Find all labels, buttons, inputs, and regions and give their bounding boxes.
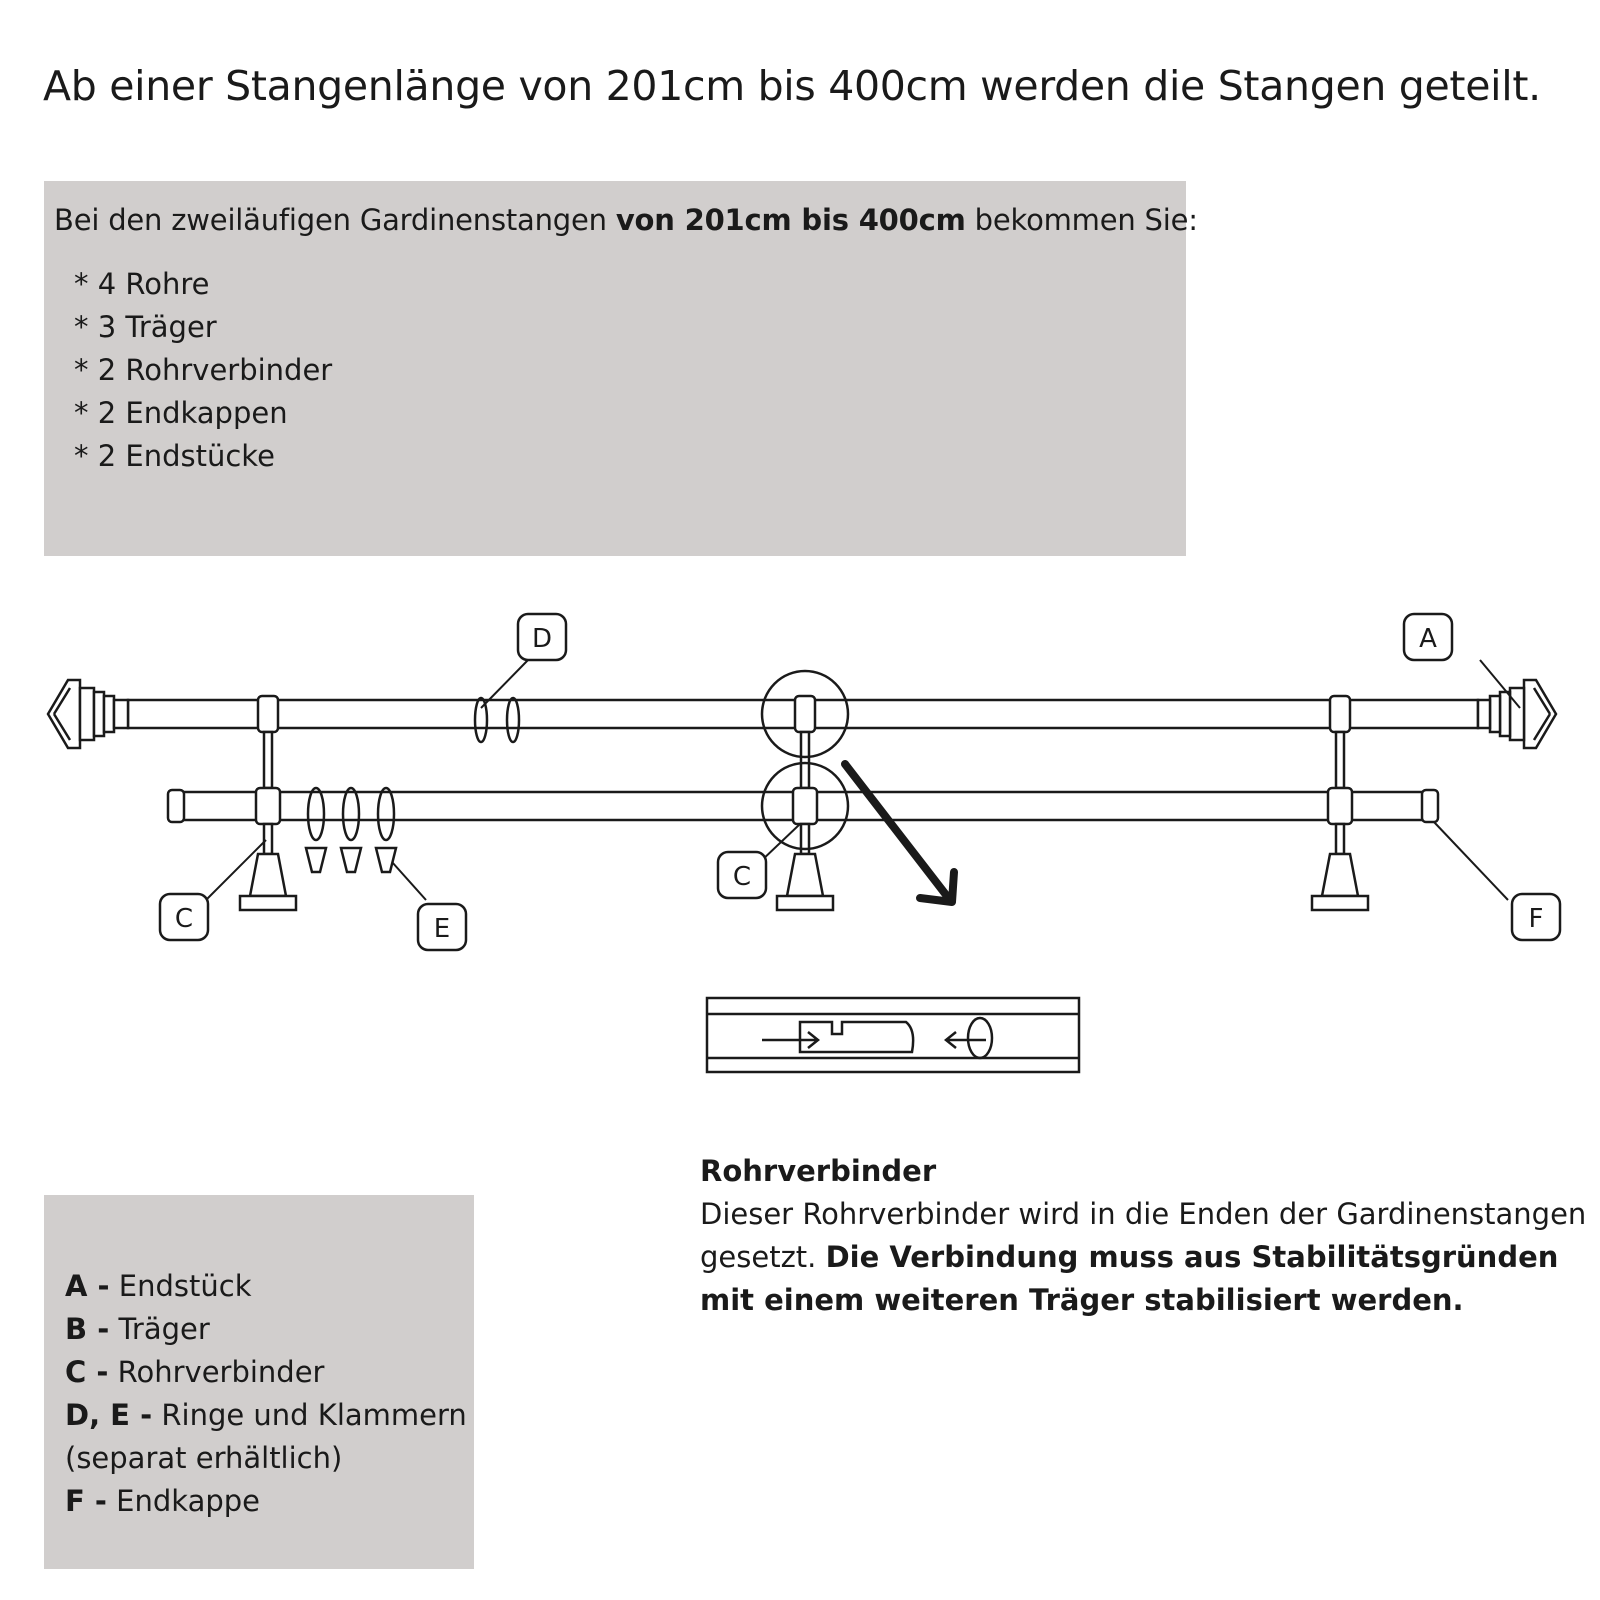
label-D (518, 614, 566, 660)
list-item: * 2 Rohrverbinder (74, 353, 333, 387)
right-finial (1478, 680, 1556, 748)
list-item: * 2 Endstücke (74, 439, 275, 473)
right-end-cap (1422, 790, 1438, 822)
connector-note-text: Dieser Rohrverbinder wird in die Enden der Gardinenstangen gesetzt. (700, 1197, 1587, 1274)
legend-key: D, E - (65, 1398, 153, 1432)
list-item: * 2 Endkappen (74, 396, 288, 430)
list-item: * 3 Träger (74, 310, 217, 344)
legend-text: (separat erhältlich) (65, 1441, 343, 1475)
legend-text: Ringe und Klammern (152, 1398, 467, 1432)
leader-lines (206, 660, 1520, 900)
intro-length-range: von 201cm bis 400cm (615, 203, 966, 237)
label-C-mid (718, 852, 766, 898)
connector-note-body (700, 1193, 1600, 1322)
connector-note-warning: Die Verbindung muss aus Stabilitätsgründen mit einem weiteren Träger stabilisiert werden. (700, 1240, 1559, 1317)
label-F-text: F (1528, 904, 1544, 934)
legend-row (65, 1437, 474, 1480)
connector-detail (707, 998, 1079, 1072)
label-C-mid-text: C (732, 862, 752, 892)
left-finial (48, 680, 128, 748)
list-item: * 4 Rohre (74, 267, 210, 301)
detail-arrow (845, 764, 954, 902)
label-D-text: D (531, 624, 553, 654)
label-A (1404, 614, 1452, 660)
legend-row (65, 1394, 474, 1437)
intro-text: Bei den zweiläufigen Gardinenstangen (54, 203, 616, 237)
legend-text: Endstück (109, 1269, 252, 1303)
legend-box (44, 1195, 474, 1569)
legend-text: Rohrverbinder (108, 1355, 325, 1389)
connector-note-title: Rohrverbinder (700, 1154, 937, 1188)
legend-text: Endkappe (106, 1484, 260, 1518)
legend-key: C - (65, 1355, 109, 1389)
label-C-left (160, 894, 208, 940)
legend-text: Träger (109, 1312, 210, 1346)
legend-key: F - (65, 1484, 107, 1518)
headline: Ab einer Stangenlänge von 201cm bis 400cm werden die Stangen geteilt. (43, 62, 1541, 110)
legend-row (65, 1308, 474, 1351)
legend-row (65, 1265, 474, 1308)
label-A-text: A (1419, 624, 1437, 654)
intro-text-end: bekommen Sie: (965, 203, 1198, 237)
legend-row (65, 1480, 474, 1523)
left-end-cap (168, 790, 184, 822)
label-C-left-text: C (174, 904, 194, 934)
legend-row (65, 1351, 474, 1394)
label-E-text: E (433, 914, 451, 944)
connector-note (700, 1150, 1600, 1322)
label-F (1512, 894, 1560, 940)
label-E (418, 904, 466, 950)
legend-key: A - (65, 1269, 110, 1303)
legend-key: B - (65, 1312, 110, 1346)
